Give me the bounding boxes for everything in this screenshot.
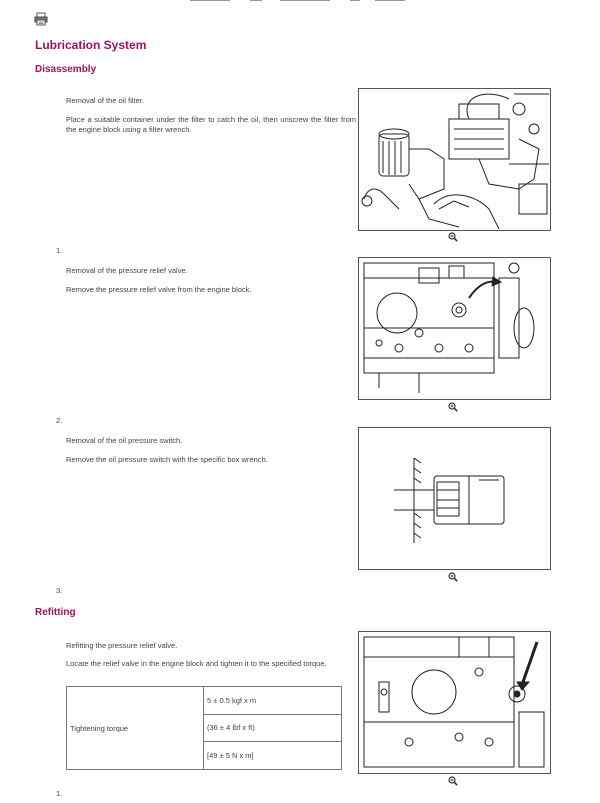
step-3-heading: Removal of the oil pressure switch. [66,436,183,445]
cropped-header-line [190,0,410,3]
printer-icon[interactable] [34,12,48,26]
step-1-number: 1. [56,246,63,255]
torque-value-kgf: 5 ± 0.5 kgf x m [204,687,342,715]
page-title: Lubrication System [35,38,147,52]
magnifier-zoom-icon[interactable] [448,402,458,412]
step-1-text: Place a suitable container under the filter to catch the oil, then unscrew the filter from the engine block using a filter wrench. [66,115,356,134]
oil-pressure-switch-figure [358,427,551,570]
section-heading-refitting: Refitting [35,607,76,618]
section-heading-disassembly: Disassembly [35,64,97,75]
oil-filter-figure [358,88,551,231]
step-3-number: 3. [56,586,63,595]
torque-label: Tightening torque [67,687,204,770]
torque-value-lbf: (36 ± 4 lbf x ft) [204,714,342,742]
torque-value-nm: [49 ± 5 N x m] [204,742,342,770]
refit-heading: Refitting the pressure relief valve. [66,641,178,650]
magnifier-zoom-icon[interactable] [448,572,458,582]
step-2-number: 2. [56,416,63,425]
magnifier-zoom-icon[interactable] [448,776,458,786]
torque-table [66,686,342,770]
magnifier-zoom-icon[interactable] [448,232,458,242]
step-2-text: Remove the pressure relief valve from the engine block. [66,285,252,294]
step-3-text: Remove the oil pressure switch with the specific box wrench. [66,455,268,464]
refit-text: Locate the relief valve in the engine block and tighten it to the specified torque. [66,659,327,668]
pressure-relief-valve-figure [358,257,551,400]
refit-step-number: 1. [56,789,63,798]
relief-valve-refit-figure [358,631,551,774]
step-1-heading: Removal of the oil filter. [66,96,144,105]
step-2-heading: Removal of the pressure relief valve. [66,266,188,275]
